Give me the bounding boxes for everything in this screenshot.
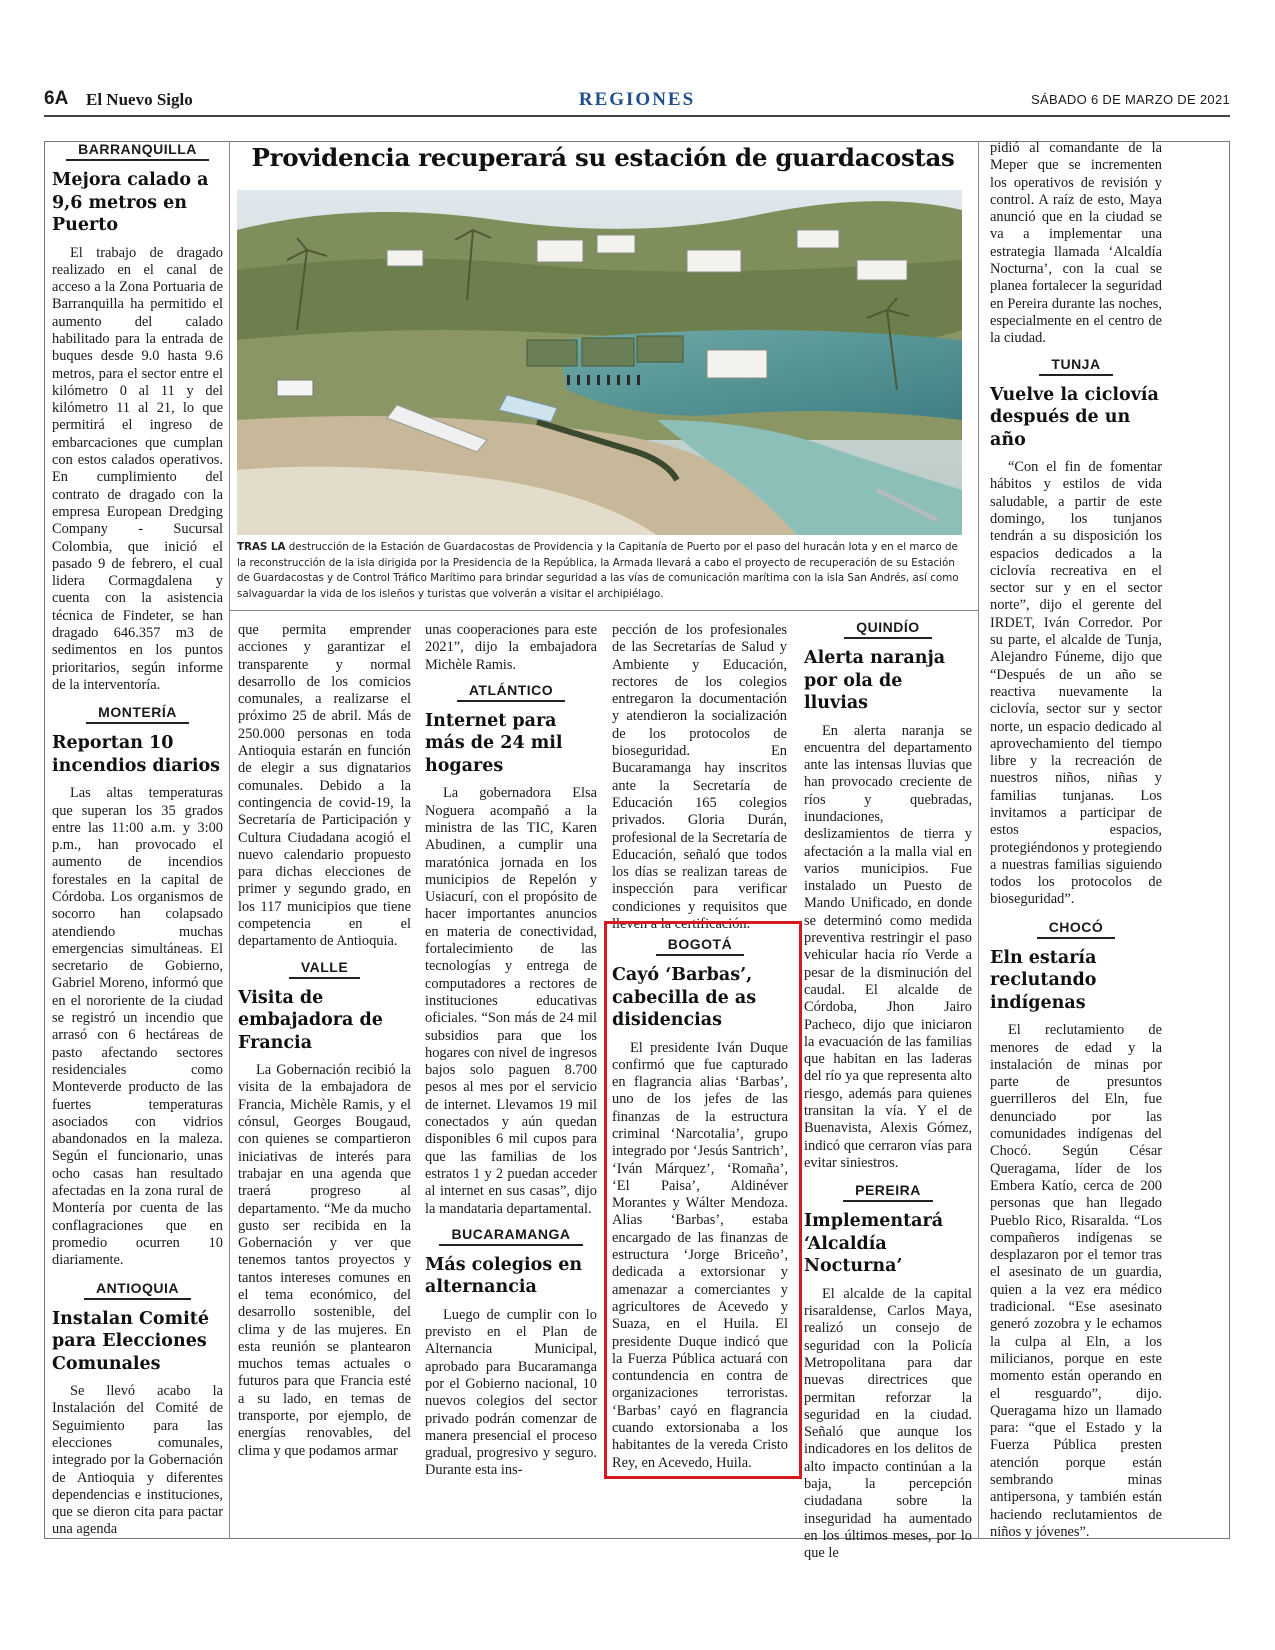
lead-rule <box>229 610 978 611</box>
article-valle-continued: unas cooperaciones para este 2021”, dijo la embajadora Michèle Ramis. <box>425 622 597 673</box>
column-3 <box>425 622 597 1534</box>
article-tunja-body: “Con el fin de fomentar hábitos y estilos de vida saludable, a partir de este domingo, los tunjanos tendrán a su disposición los espacios dedicados a la ciclovía recreativa en el sector sur y en el sector norte”, dijo el gerente del IRDET, Iván Corredor. Por su parte, el alcalde de Tunja, Alejandro Fúneme, dijo que “Después de un año se reactiva nuevamente la ciclovía, sector sur y sector norte, un espacio dedicado al aprovechamiento del tiempo libre y la recreación de nuestros niños, niñas y familias tunjanas. Los invitamos a participar de estos espacios, protegiéndonos y protegiendo a nuestras familias siguiendo todos los protocolos de bioseguridad”. <box>990 459 1162 908</box>
headline-atlantico: Internet para más de 24 mil hogares <box>425 710 563 776</box>
column-4-top <box>612 622 787 933</box>
article-bucaramanga-body: Luego de cumplir con lo previsto en el Plan de Alternancia Municipal, aprobado para Bucaramanga por el Gobierno nacional, 10 nuevos colegios del sector privado podrán comenzar de manera presencial el proceso gradual, progresivo y seguro. Durante esta ins- <box>425 1306 597 1479</box>
kicker-barranquilla: BARRANQUILLA <box>52 139 223 161</box>
header-rule <box>44 115 1230 117</box>
caption-lead: TRAS LA <box>237 541 286 553</box>
lead-headline: Providencia recuperará su estación de guardacostas <box>251 143 955 172</box>
kicker-bucaramanga: BUCARAMANGA <box>425 1224 597 1246</box>
article-antioquia-body: Se llevó acabo la Instalación del Comité de Seguimiento para las elecciones comunales, integrado por la Gobernación de Antioquia y diferentes dependencias e instituciones, que se dieron cita para pactar una agenda <box>52 1383 223 1538</box>
article-pereira-continued: pidió al comandante de la Meper que se incrementen los operativos de revisión y control. A raíz de esto, Maya anunció que en la ciudad se va a implementar una estrategia llamada ‘Alcaldía Nocturna’, con la cual se planea fortalecer la seguridad en Pereira durante las noches, especialmente en el centro de la ciudad. <box>990 140 1162 347</box>
headline-choco: Eln estaría reclutando indígenas <box>990 947 1097 1013</box>
column-1 <box>52 139 223 1538</box>
article-quindio-body: En alerta naranja se encuentra del departamento ante las intensas lluvias que han provocado creciente de ríos y quebradas, inundaciones, deslizamientos de tierra y afectación a la malla vial en varios municipios. Fue instalado un Puesto de Mando Unificado, en donde se determinó como medida preventiva restringir el paso vehicular hacia río Verde a pesar de la disminución del caudal. El alcalde de Córdoba, Jhon Jairo Pacheco, dijo que iniciaron la evacuación de las familias que habitan en las laderas del río ya que representa alto riesgo, además para quienes transitan la vía. Y el de Buenavista, Alexis Gómez, indicó que cerraron vías para evitar siniestros. <box>804 722 972 1171</box>
headline-monteria: Reportan 10 incendios diarios <box>52 733 221 776</box>
photo-caption <box>237 540 962 602</box>
column-rule <box>978 141 979 1539</box>
kicker-monteria: MONTERÍA <box>52 702 223 724</box>
kicker-atlantico: ATLÁNTICO <box>425 680 597 702</box>
section-title: REGIONES <box>578 89 696 110</box>
article-valle-body: La Gobernación recibió la visita de la embajadora de Francia, Michèle Ramis, y el cónsul, Georges Bougaud, con quienes se compartieron iniciativas de interés para trabajar en una agenda que traerá progreso al departamento. “Me da mucho gusto ser recibida en la Gobernación y ver que tenemos tantos proyectos y tantos intereses comunes en el tema económico, del desarrollo sostenible, del clima y de las mujeres. En esta reunión se plantearon muchos temas actuales o futuros para que Francia esté a su lado, en temas de transporte, por ejemplo, de energías renovables, del clima y que podamos armar <box>238 1062 411 1459</box>
kicker-choco: CHOCÓ <box>990 917 1162 939</box>
page-number: 6A <box>44 88 69 109</box>
kicker-tunja: TUNJA <box>990 354 1162 376</box>
headline-antioquia: Instalan Comité para Elecciones Comunales <box>52 1308 209 1374</box>
caption-text: destrucción de la Estación de Guardacostas de Providencia y la Capitanía de Puerto por el paso del huracán Iota y en el marco de la reconstrucción de la isla dirigida por la Presidencia de la República, la Armada llevará a cabo el proyecto de recuperación de su Estación de Guardacostas y de Control Tráfico Marítimo para brindar seguridad a las vías de comunicación marítima con la isla San Andrés, así como salvaguardar la vida de los isleños y turistas que volverán a visitar el archipiélago. <box>237 541 959 600</box>
kicker-valle: VALLE <box>238 957 411 979</box>
article-monteria-body: Las altas temperaturas que superan los 35 grados entre las 11:00 a.m. y 3:00 p.m., han provocado el aumento de incendios forestales en la capital de Córdoba. Los organismos de socorro han colapsado atendiendo muchas emergencias simultáneas. El secretario de Gobierno, Gabriel Moreno, informó que en el nororiente de la ciudad se registró un incendio que arrasó con 6 hectáreas de pasto afectando sectores residenciales como Monteverde producto de las fuertes temperaturas asociados con vidrios abandonados en la maleza. Según el funcionario, unas ocho casas han resultado afectadas en la zona rural de Montería por cuenta de las conflagraciones que en promedio ocurren 10 diariamente. <box>52 785 223 1269</box>
headline-barranquilla: Mejora calado a 9,6 metros en Puerto <box>52 170 209 235</box>
kicker-pereira: PEREIRA <box>804 1180 972 1202</box>
column-5 <box>804 617 972 1562</box>
article-antioquia-continued: que permita emprender acciones y garantizar el transparente y normal desarrollo de los comicios comunales, a realizarse el próximo 25 de abril. Más de 250.000 personas en toda Antioquia estarán en función de elegir a sus dignatarios comunales. Debido a la contingencia de covid-19, la Secretaría de Participación y Cultura Ciudadana acogió el nuevo calendario propuesto para dichas elecciones de primer y segundo grado, en los 117 municipios que tiene competencia en el departamento de Antioquia. <box>238 622 411 950</box>
column-6 <box>990 140 1162 1540</box>
kicker-bogota: BOGOTÁ <box>612 934 788 956</box>
kicker-quindio: QUINDÍO <box>804 617 972 639</box>
column-2 <box>238 622 411 1534</box>
article-pereira-body: El alcalde de la capital risaraldense, Carlos Maya, realizó un consejo de seguridad con la Policía Metropolitana para dar nuevas directrices que permitan reforzar la seguridad en la ciudad. Señaló que aunque los indicadores en los delitos de alto impacto continúan a la baja, la percepción ciudadana sobre la inseguridad ha aumentado en los últimos meses, por lo que le <box>804 1285 972 1562</box>
article-choco-body: El reclutamiento de menores de edad y la instalación de minas por parte de presuntos guerrilleros del Eln, fue denunciado por las comunidades indígenas del Chocó. Según César Queragama, líder de los Embera Katío, cerca de 200 personas que han llegado Pueblo Rico, Risaralda. “Los compañeros indígenas se desplazaron por el temor tras el asesinato de un guardia, quien a la vez era médico tradicional. “Ese asesinato generó zozobra y le echamos la culpa al Eln, a los milicianos, porque en este momento están operando en el resguardo”, dijo. Queragama hizo un llamado para: “que el Estado y la Fuerza Pública presten atención porque están sembrando minas antipersona, y también están haciendo reclutamientos de niños y jóvenes”. <box>990 1022 1162 1540</box>
article-atlantico-body: La gobernadora Elsa Noguera acompañó a la ministra de las TIC, Karen Abudinen, a cumplir una maratónica jornada en los municipios de Repelón y Usiacurí, con el propósito de hacer importantes anuncios en materia de conectividad, fortalecimiento de las tecnologías y entrega de computadores a rectores de instituciones educativas oficiales. “Son más de 24 mil subsidios para que los hogares con nivel de ingresos bajos solo paguen 8.700 pesos al mes por el servicio de internet. Llevamos 19 mil conectados y aún quedan disponibles 6 mil cupos para que las familias de los estratos 1 y 2 puedan acceder al internet en sus casas”, dijo la mandataria departamental. <box>425 785 597 1217</box>
lead-photo <box>237 190 962 535</box>
newspaper-name: El Nuevo Siglo <box>86 90 193 109</box>
kicker-antioquia: ANTIOQUIA <box>52 1278 223 1300</box>
article-bucaramanga-continued: pección de los profesionales de las Secretarías de Salud y Ambiente y Educación, rectores de los colegios entregaron la documentación y atendieron la socialización de los protocolos de bioseguridad. En Bucaramanga hay inscritos ante la Secretaría de Educación 165 colegios privados. Gloria Durán, profesional de la Secretaría de Educación, señaló que todos los días se realizan tareas de inspección para verificar condiciones y requisitos que lleven a la certificación. <box>612 622 787 933</box>
page-header <box>44 88 1230 114</box>
headline-pereira: Implementará ‘Alcaldía Nocturna’ <box>804 1211 944 1277</box>
article-barranquilla-body: El trabajo de dragado realizado en el canal de acceso a la Zona Portuaria de Barranquilla ha permitido el aumento del calado habilitado para la entrada de buques desde 9.0 hasta 9.6 metros, para el sector entre el kilómetro 0 al 11 y del kilómetro 11 al 21, lo que permitirá el ingreso de embarcaciones que cumplan con estos calados operativos. En cumplimiento del contrato de dragado con la empresa European Dredging Company - Sucursal Colombia, que inició el pasado 9 de febrero, el cual lidera Cormagdalena y cuenta con la asistencia técnica de Findeter, se han dragado 646.357 m3 de sedimentos en los puntos prioritarios, según informe de la interventoría. <box>52 244 223 693</box>
issue-date: SÁBADO 6 DE MARZO DE 2021 <box>1031 92 1230 107</box>
highlight-box <box>604 921 802 1479</box>
headline-tunja: Vuelve la ciclovía después de un año <box>990 384 1159 450</box>
headline-valle: Visita de embajadora de Francia <box>238 987 383 1053</box>
headline-bogota: Cayó ‘Barbas’, cabecilla de as disidencias <box>612 965 757 1030</box>
headline-quindio: Alerta naranja por ola de lluvias <box>804 648 946 713</box>
headline-bucaramanga: Más colegios en alternancia <box>425 1254 583 1298</box>
article-bogota-body: El presidente Iván Duque confirmó que fue capturado en flagrancia alias ‘Barbas’, uno de los jefes de las finanzas de la estructura criminal ‘Narcotalia’, grupo integrado por ‘Jesús Santrich’, ‘Iván Márquez’, ‘Romaña’, ‘El Paisa’, Aldinéver Morantes y Wálter Mendoza. Alias ‘Barbas’, estaba encargado de las finanzas de estructura ‘Jorge Briceño’, dedicada a extorsionar y amenazar a comerciantes y agricultores de Acevedo y Suaza, en el Huila. El presidente Duque indicó que la Fuerza Pública actuará con contundencia en contra de organizaciones terroristas. ‘Barbas’ cayó en flagrancia cuando extorsionaba a los habitantes de la vereda Cristo Rey, en Acevedo, Huila. <box>612 1039 788 1471</box>
column-rule <box>229 141 230 1539</box>
